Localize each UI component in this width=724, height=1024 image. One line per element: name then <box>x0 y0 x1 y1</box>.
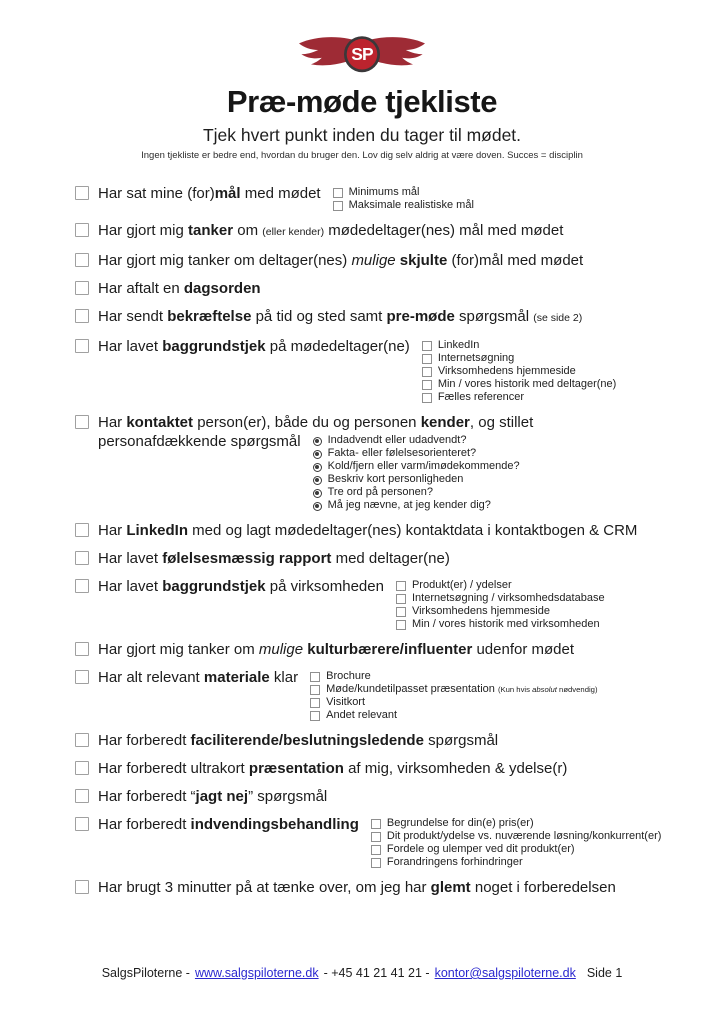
text-run: med deltager(ne) <box>331 550 450 567</box>
checkbox[interactable] <box>75 579 89 593</box>
text-run: Har gjort mig tanker om <box>98 641 259 658</box>
sub-checkbox[interactable] <box>396 581 406 591</box>
item-line <box>98 279 698 298</box>
item-content <box>98 413 698 512</box>
text-run: noget i forberedelsen <box>470 879 616 896</box>
text-run: præsentation <box>248 760 344 777</box>
text-run: absolut <box>532 685 557 694</box>
text-run: Visitkort <box>326 696 366 708</box>
text-run: Har lavet <box>98 550 163 567</box>
sub-item <box>310 683 597 696</box>
text-run: materiale <box>203 669 270 686</box>
text-run: Har <box>98 414 127 431</box>
item-line <box>98 432 698 512</box>
sub-item-label <box>328 434 467 447</box>
sub-item-label <box>349 199 474 212</box>
item-content <box>98 815 698 869</box>
winged-badge-icon <box>293 30 431 82</box>
checklist-item <box>75 577 698 631</box>
checkbox[interactable] <box>75 642 89 656</box>
checkbox[interactable] <box>75 880 89 894</box>
text-run: Minimums mål <box>348 186 420 198</box>
text-run: glemt <box>430 879 471 896</box>
item-line <box>98 184 698 212</box>
sub-item <box>310 696 597 709</box>
sub-list <box>333 184 474 212</box>
text-run: Internetsøgning <box>437 352 515 364</box>
sub-item <box>371 843 662 856</box>
sub-checkbox[interactable] <box>371 832 381 842</box>
item-content <box>98 668 698 722</box>
item-content <box>98 577 698 631</box>
text-run: Virksomhedens hjemmeside <box>411 605 550 617</box>
text-run: Har <box>98 522 127 539</box>
text-run: Har sendt <box>98 308 168 325</box>
item-content <box>98 337 698 404</box>
page-tagline: Ingen tjekliste er bedre end, hvordan du bruger den. Lov dig selv aldrig at være doven. Succes = disciplin <box>141 150 583 161</box>
item-label <box>98 549 450 568</box>
item-label <box>98 337 410 356</box>
sub-item-label <box>328 460 520 473</box>
text-run: spørgsmål <box>423 732 499 749</box>
text-run: personafdækkende spørgsmål <box>98 433 301 450</box>
text-run: Brochure <box>326 670 371 682</box>
text-run: ” spørgsmål <box>248 788 328 805</box>
checklist-item <box>75 413 698 512</box>
checklist-item <box>75 815 698 869</box>
checkbox[interactable] <box>75 817 89 831</box>
item-line <box>98 221 698 242</box>
item-label <box>98 878 616 897</box>
checklist-item <box>75 878 698 897</box>
item-label <box>98 815 359 834</box>
sub-item <box>333 199 474 212</box>
text-run: person(er), både du og personen <box>193 414 421 431</box>
bullet-icon <box>313 489 322 498</box>
checkbox[interactable] <box>75 789 89 803</box>
text-run: på tid og sted samt <box>251 308 387 325</box>
checklist-item <box>75 731 698 750</box>
bullet-icon <box>313 476 322 485</box>
item-content <box>98 184 698 212</box>
sub-item-label <box>438 365 576 378</box>
item-line <box>98 878 698 897</box>
checkbox[interactable] <box>75 339 89 353</box>
checklist-item <box>75 251 698 270</box>
text-run: Virksomhedens hjemmeside <box>437 365 576 377</box>
text-run: på mødedeltager(ne) <box>265 338 410 355</box>
item-line <box>98 549 698 568</box>
website-link[interactable]: www.salgspiloterne.dk <box>194 966 319 980</box>
checkbox[interactable] <box>75 761 89 775</box>
text-run: indvendingsbehandling <box>190 816 359 833</box>
checkbox[interactable] <box>75 223 89 237</box>
sub-checkbox[interactable] <box>396 620 406 630</box>
text-run: Beskriv kort personligheden <box>327 473 464 485</box>
sub-item <box>313 447 520 460</box>
item-label <box>98 521 637 540</box>
item-content <box>98 759 698 778</box>
text-run: Har lavet <box>98 338 163 355</box>
item-label <box>98 413 533 432</box>
text-run: , og stillet <box>469 414 534 431</box>
checklist-item <box>75 787 698 806</box>
sub-checkbox[interactable] <box>310 685 320 695</box>
sub-checkbox[interactable] <box>422 341 432 351</box>
item-line <box>98 307 698 328</box>
sub-item <box>396 618 605 631</box>
text-run: Indadvendt eller udadvendt? <box>327 434 467 446</box>
text-run: Begrundelse for din(e) pris(er) <box>386 817 534 829</box>
item-label <box>98 432 301 451</box>
item-content <box>98 731 698 750</box>
text-run: mødedeltager(nes) mål med mødet <box>324 222 564 239</box>
checkbox[interactable] <box>75 253 89 267</box>
sub-list <box>422 337 617 404</box>
text-run: Produkt(er) / ydelser <box>411 579 512 591</box>
item-label <box>98 759 567 778</box>
text-run: jagt nej <box>195 788 249 805</box>
text-run: nødvendig) <box>556 685 598 694</box>
bullet-icon <box>313 437 322 446</box>
sub-item <box>313 486 520 499</box>
item-content <box>98 878 698 897</box>
checklist-item <box>75 759 698 778</box>
item-label <box>98 307 582 328</box>
sub-item-label <box>326 683 597 696</box>
text-run: Har aftalt en <box>98 280 184 297</box>
item-line <box>98 337 698 404</box>
text-run: baggrundstjek <box>162 578 266 595</box>
checkbox[interactable] <box>75 670 89 684</box>
item-label <box>98 787 327 806</box>
sub-checkbox[interactable] <box>422 393 432 403</box>
sub-item-label <box>438 352 514 365</box>
checkbox[interactable] <box>75 523 89 537</box>
item-line <box>98 787 698 806</box>
text-run: (for)mål med mødet <box>447 252 584 269</box>
text-run: tanker <box>188 222 234 239</box>
text-run: Fordele og ulemper ved dit produkt(er) <box>386 843 575 855</box>
text-run: mål <box>214 185 241 202</box>
text-run: Har alt relevant <box>98 669 204 686</box>
bullet-icon <box>313 450 322 459</box>
item-line <box>98 815 698 869</box>
item-content <box>98 279 698 298</box>
text-run: Internetsøgning / virksomhedsdatabase <box>411 592 605 604</box>
item-line <box>98 731 698 750</box>
checklist-item <box>75 640 698 659</box>
page-title: Præ-møde tjekliste <box>226 84 498 119</box>
text-run: Fakta- eller følelsesorienteret? <box>327 447 477 459</box>
text-run: kulturbærere/influenter <box>307 641 473 658</box>
item-line <box>98 251 698 270</box>
page-number: Side 1 <box>586 966 623 980</box>
checklist-item <box>75 279 698 298</box>
text-run: udenfor mødet <box>472 641 574 658</box>
text-run: kender <box>420 414 470 431</box>
sub-checkbox[interactable] <box>310 698 320 708</box>
checklist-item <box>75 184 698 212</box>
text-run: Min / vores historik med deltager(ne) <box>437 378 617 390</box>
text-run: Dit produkt/ydelse vs. nuværende løsning/konkurrent(er) <box>386 830 662 842</box>
item-line <box>98 640 698 659</box>
text-run: mulige <box>258 641 304 658</box>
sub-item-label <box>438 391 524 404</box>
text-run: baggrundstjek <box>162 338 266 355</box>
sub-checkbox[interactable] <box>396 594 406 604</box>
sub-item <box>422 339 617 352</box>
sub-item <box>313 473 520 486</box>
sub-item <box>422 391 617 404</box>
sub-item <box>396 579 605 592</box>
sub-checkbox[interactable] <box>422 367 432 377</box>
item-label <box>98 668 298 687</box>
text-run: faciliterende/beslutningsledende <box>190 732 424 749</box>
sub-list <box>310 668 597 722</box>
item-content <box>98 549 698 568</box>
sub-list <box>371 815 662 869</box>
sub-checkbox[interactable] <box>422 354 432 364</box>
item-content <box>98 787 698 806</box>
item-content <box>98 521 698 540</box>
sub-item-label <box>326 696 365 709</box>
sub-checkbox[interactable] <box>396 607 406 617</box>
header <box>0 0 724 161</box>
sub-item <box>313 434 520 447</box>
sub-list <box>313 432 520 512</box>
sub-item <box>313 460 520 473</box>
sub-item-label <box>328 499 491 512</box>
text-run: Tre ord på personen? <box>327 486 433 498</box>
sub-item-label <box>328 447 477 460</box>
email-link[interactable]: kontor@salgspiloterne.dk <box>434 966 576 980</box>
item-label <box>98 279 261 298</box>
sub-item <box>333 186 474 199</box>
sub-item-label <box>349 186 420 199</box>
item-line <box>98 413 698 432</box>
text-run: Har gjort mig tanker om deltager(nes) <box>98 252 352 269</box>
item-content <box>98 640 698 659</box>
salgspiloterne-logo <box>0 30 724 82</box>
sub-list <box>396 577 605 631</box>
text-run: pre-møde <box>386 308 455 325</box>
text-run: Har sat mine (for) <box>98 185 215 202</box>
text-run: med og lagt mødedeltager(nes) kontaktdata i kontaktbogen & CRM <box>188 522 638 539</box>
text-run: (Kun hvis <box>497 685 533 694</box>
text-run: på virksomheden <box>265 578 384 595</box>
text-run: dagsorden <box>183 280 261 297</box>
text-run: Har forberedt “ <box>98 788 196 805</box>
sub-item <box>371 856 662 869</box>
text-run: LinkedIn <box>437 339 480 351</box>
text-run: Har lavet <box>98 578 163 595</box>
bullet-icon <box>313 502 322 511</box>
checklist-item <box>75 549 698 568</box>
checkbox[interactable] <box>75 281 89 295</box>
item-label <box>98 640 574 659</box>
checklist-item <box>75 221 698 242</box>
text-run: (eller kender) <box>262 226 325 238</box>
item-label <box>98 221 563 242</box>
sub-item <box>371 817 662 830</box>
item-label <box>98 731 498 750</box>
text-run: mulige <box>351 252 396 269</box>
checkbox[interactable] <box>75 186 89 200</box>
sub-item <box>422 365 617 378</box>
text-run: Må jeg nævne, at jeg kender dig? <box>327 499 491 511</box>
text-run: Møde/kundetilpasset præsentation <box>326 683 498 695</box>
sub-item-label <box>412 618 600 631</box>
sub-item <box>371 830 662 843</box>
text-run: LinkedIn <box>126 522 189 539</box>
sub-item-label <box>438 339 480 352</box>
text-run: kontaktet <box>126 414 194 431</box>
text-run: Maksimale realistiske mål <box>348 199 474 211</box>
item-label <box>98 251 583 270</box>
sub-item-label <box>438 378 617 391</box>
text-run: skjulte <box>399 252 448 269</box>
sub-item-label <box>328 486 433 499</box>
item-line <box>98 668 698 722</box>
sub-item-label <box>387 856 523 869</box>
text-run: Andet relevant <box>326 709 398 721</box>
item-content <box>98 251 698 270</box>
text-run: af mig, virksomheden & ydelse(r) <box>343 760 568 777</box>
sub-checkbox[interactable] <box>422 380 432 390</box>
checkbox[interactable] <box>75 551 89 565</box>
sub-item <box>396 605 605 618</box>
checkbox[interactable] <box>75 415 89 429</box>
checklist-item <box>75 668 698 722</box>
sub-item <box>310 670 597 683</box>
text-run: klar <box>269 669 299 686</box>
text-run: om <box>233 222 263 239</box>
footer-company: SalgsPiloterne - <box>101 966 190 980</box>
text-run: Kold/fjern eller varm/imødekommende? <box>327 460 520 472</box>
text-run: følelsesmæssig rapport <box>162 550 332 567</box>
sub-item-label <box>387 817 534 830</box>
item-line <box>98 577 698 631</box>
checklist-item <box>75 307 698 328</box>
sub-item-label <box>326 670 371 683</box>
checkbox[interactable] <box>75 733 89 747</box>
text-run: Har forberedt <box>98 816 191 833</box>
item-line <box>98 521 698 540</box>
item-content <box>98 221 698 242</box>
sub-item-label <box>387 830 662 843</box>
text-run: Har forberedt <box>98 732 191 749</box>
text-run: (se side 2) <box>533 312 583 324</box>
bullet-icon <box>313 463 322 472</box>
sub-item <box>422 378 617 391</box>
text-run: Min / vores historik med virksomheden <box>411 618 600 630</box>
item-line <box>98 759 698 778</box>
sub-item <box>422 352 617 365</box>
text-run: Har forberedt ultrakort <box>98 760 249 777</box>
item-content <box>98 307 698 328</box>
sub-item-label <box>328 473 464 486</box>
sub-item-label <box>412 605 550 618</box>
sub-item-label <box>387 843 575 856</box>
text-run: Forandringens forhindringer <box>386 856 523 868</box>
sub-checkbox[interactable] <box>333 188 343 198</box>
sub-checkbox[interactable] <box>371 819 381 829</box>
sub-checkbox[interactable] <box>333 201 343 211</box>
sub-item <box>396 592 605 605</box>
checklist <box>75 184 698 906</box>
sub-checkbox[interactable] <box>371 845 381 855</box>
sub-item <box>313 499 520 512</box>
text-run: spørgsmål <box>454 308 534 325</box>
logo-monogram: SP <box>351 44 373 65</box>
sub-checkbox[interactable] <box>310 672 320 682</box>
checklist-item <box>75 337 698 404</box>
page-subtitle: Tjek hvert punkt inden du tager til mødet. <box>202 125 522 145</box>
sub-item-label <box>412 592 605 605</box>
text-run: Har brugt 3 minutter på at tænke over, om jeg har <box>98 879 431 896</box>
checklist-item <box>75 521 698 540</box>
sub-checkbox[interactable] <box>371 858 381 868</box>
text-run: bekræftelse <box>167 308 252 325</box>
item-label <box>98 184 321 203</box>
sub-item <box>310 709 597 722</box>
text-run: Fælles referencer <box>437 391 525 403</box>
sub-item-label <box>412 579 512 592</box>
item-label <box>98 577 384 596</box>
sub-checkbox[interactable] <box>310 711 320 721</box>
footer-phone: - +45 41 21 41 21 - <box>323 966 430 980</box>
text-run: Har gjort mig <box>98 222 189 239</box>
footer <box>0 966 724 980</box>
text-run: med mødet <box>240 185 321 202</box>
checkbox[interactable] <box>75 309 89 323</box>
sub-item-label <box>326 709 397 722</box>
